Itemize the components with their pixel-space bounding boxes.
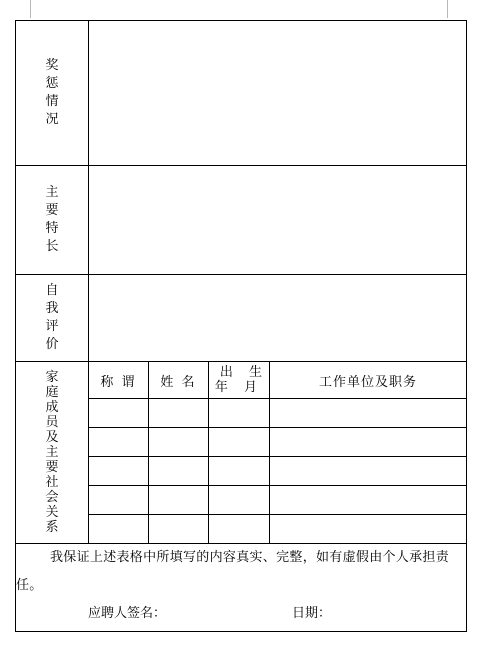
self-evaluation-field[interactable] [89, 275, 467, 362]
family-cell-work[interactable] [270, 486, 467, 515]
family-header-work: 工作单位及职务 [270, 362, 467, 399]
family-cell-title[interactable] [89, 428, 149, 457]
family-cell-work[interactable] [270, 399, 467, 428]
declaration-text: 我保证上述表格中所填写的内容真实、完整，如有虚假由个人承担责任。 [16, 550, 450, 593]
page-margin-mark-right [447, 0, 448, 18]
family-cell-birth[interactable] [209, 515, 270, 544]
family-header-birth: 出 生 年 月 [209, 362, 270, 399]
family-cell-title[interactable] [89, 399, 149, 428]
family-cell-title[interactable] [89, 486, 149, 515]
date-label: 日期： [292, 606, 332, 621]
family-cell-work[interactable] [270, 515, 467, 544]
family-cell-name[interactable] [149, 515, 209, 544]
signature-label: 应聘人签名： [88, 606, 167, 621]
rewards-label: 奖 惩 情 况 [16, 21, 89, 166]
family-cell-birth[interactable] [209, 399, 270, 428]
signature-line [16, 600, 466, 630]
family-cell-title[interactable] [89, 457, 149, 486]
page-margin-mark-left [30, 0, 31, 18]
family-header-title: 称 谓 [89, 362, 149, 399]
family-cell-work[interactable] [270, 457, 467, 486]
family-cell-name[interactable] [149, 486, 209, 515]
family-cell-birth[interactable] [209, 457, 270, 486]
self-evaluation-label: 自 我 评 价 [16, 275, 89, 362]
family-cell-name[interactable] [149, 457, 209, 486]
family-cell-birth[interactable] [209, 428, 270, 457]
family-header-name: 姓 名 [149, 362, 209, 399]
family-cell-name[interactable] [149, 399, 209, 428]
declaration-cell [16, 544, 467, 632]
family-cell-work[interactable] [270, 428, 467, 457]
family-relations-label: 家 庭 成 员 及 主 要 社 会 关 系 [16, 362, 89, 544]
specialties-field[interactable] [89, 166, 467, 275]
family-cell-birth[interactable] [209, 486, 270, 515]
specialties-label: 主 要 特 长 [16, 166, 89, 275]
family-cell-title[interactable] [89, 515, 149, 544]
rewards-field[interactable] [89, 21, 467, 166]
family-cell-name[interactable] [149, 428, 209, 457]
application-form-table [15, 20, 467, 632]
